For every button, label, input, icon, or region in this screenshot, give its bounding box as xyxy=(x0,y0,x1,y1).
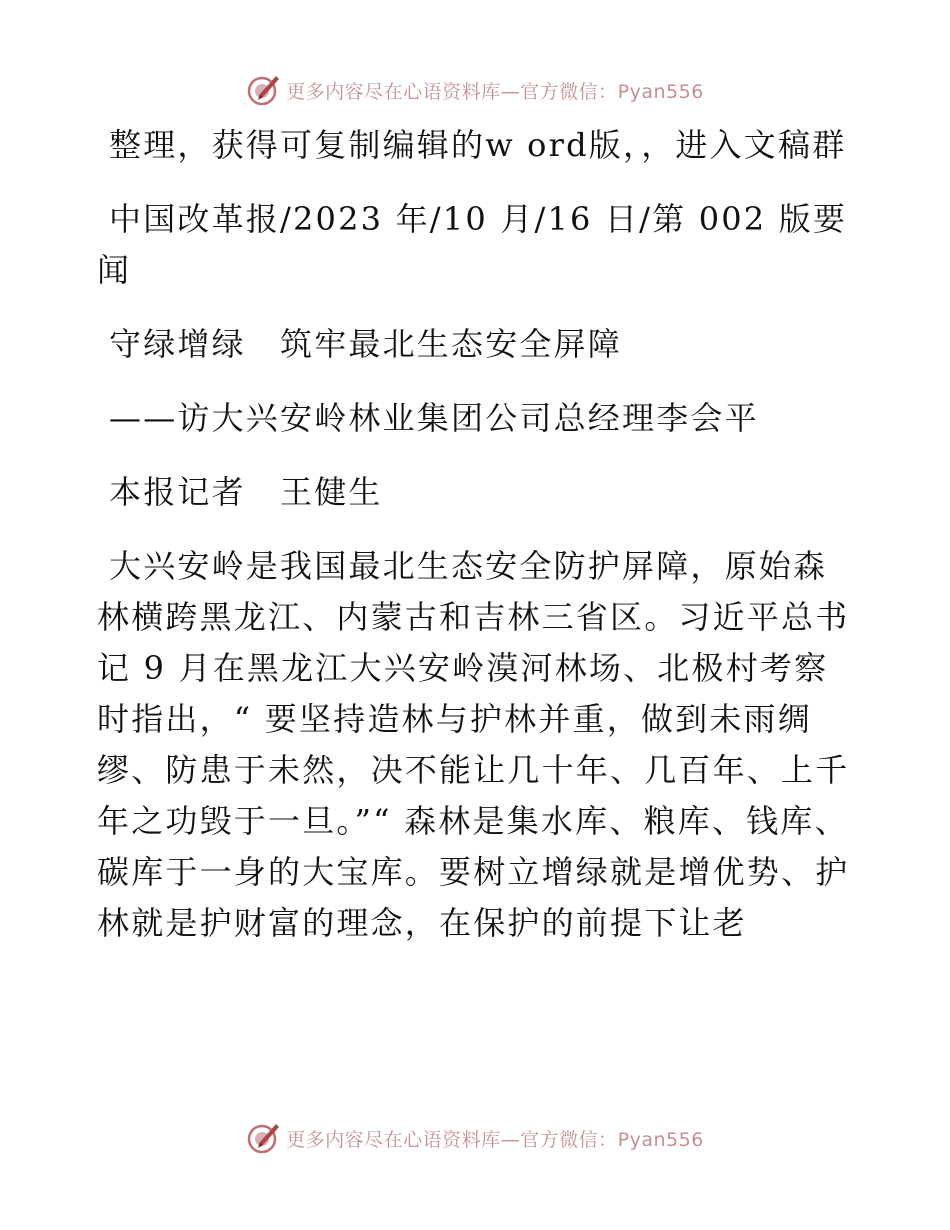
header-watermark xyxy=(0,72,950,108)
article-title: 守绿增绿 筑牢最北生态安全屏障 xyxy=(109,325,623,363)
intro-paragraph: 整理，获得可复制编辑的w ord版，，进入文稿群 xyxy=(109,126,847,164)
watermark-text: 更多内容尽在心语资料库—官方微信：Pyan556 xyxy=(286,80,704,103)
body-paragraph: 大兴安岭是我国最北生态安全防护屏障，原始森林横跨黑龙江、内蒙古和吉林三省区。习近平总书记 9 月在黑龙江大兴安岭漠河林场、北极村考察时指出，“ 要坚持造林与护林并重，做到未雨绸缪、防患于未然，决不能让几十年、几百年、上千年之功毁于一旦。”“ 森林是集水库、粮库、钱库、碳库于一身的大宝库。要树立增绿就是增优势、护林就是护财富的理念，在保护的前提下让老 xyxy=(97,547,850,942)
source-line: 中国改革报/2023 年/10 月/16 日/第 002 版要闻 xyxy=(97,200,848,289)
document-body xyxy=(97,120,857,949)
footer-watermark xyxy=(0,1120,950,1156)
pen-logo-icon xyxy=(246,72,282,108)
pen-logo-icon xyxy=(246,1120,282,1156)
watermark-text: 更多内容尽在心语资料库—官方微信：Pyan556 xyxy=(286,1128,704,1151)
article-subtitle: ——访大兴安岭林业集团公司总经理李会平 xyxy=(109,399,759,437)
byline: 本报记者 王健生 xyxy=(109,473,383,511)
